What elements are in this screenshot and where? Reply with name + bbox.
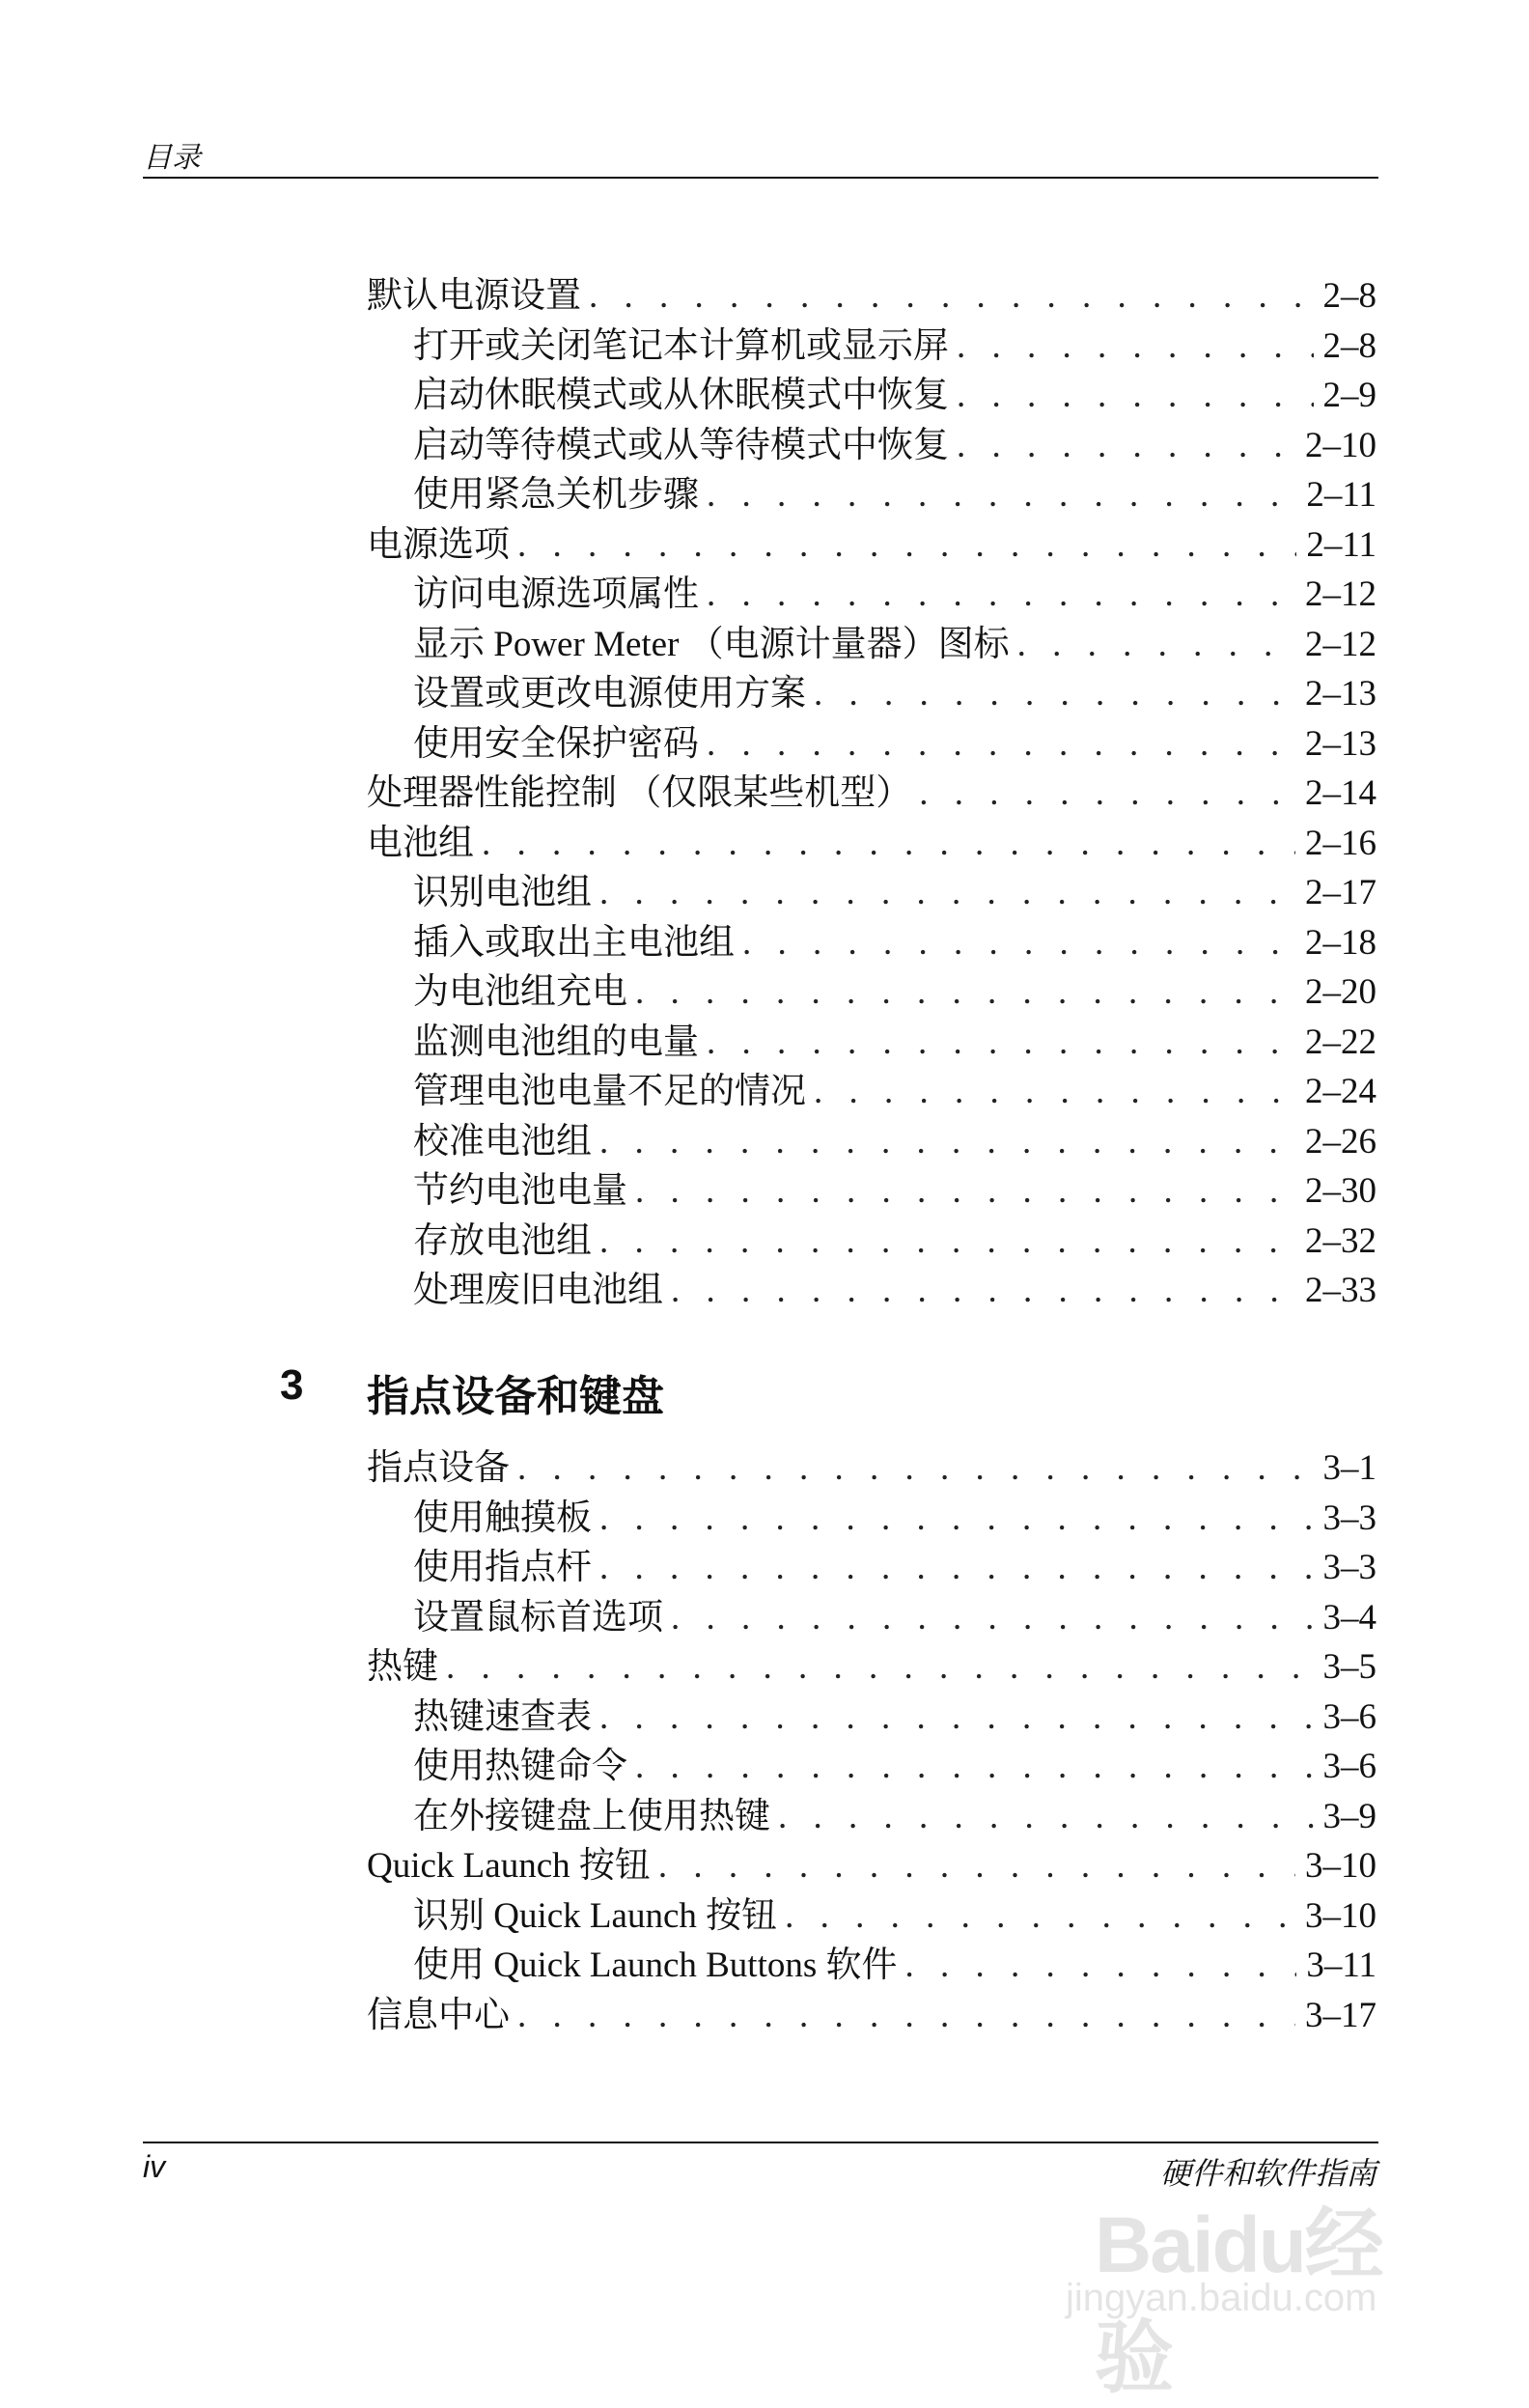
chapter-title: 指点设备和键盘 [367, 1373, 664, 1420]
toc-entry-page: 3–5 [1322, 1647, 1376, 1687]
toc-entry-page: 3–9 [1322, 1796, 1376, 1836]
toc-leader-dots [671, 1266, 1295, 1316]
toc-entry-page: 2–11 [1306, 524, 1376, 565]
toc-entry-page: 2–8 [1322, 276, 1376, 316]
toc-entry[interactable] [367, 669, 1376, 719]
toc-entry-page: 2–10 [1305, 425, 1376, 465]
toc-entry[interactable] [367, 1792, 1376, 1842]
toc-entry-page: 2–13 [1305, 723, 1376, 764]
footer-rule [143, 2142, 1378, 2143]
toc-list-chapter-2 [367, 271, 1376, 1316]
toc-entry[interactable] [367, 1217, 1376, 1267]
toc-leader-dots [635, 1166, 1295, 1217]
toc-leader-dots [707, 570, 1295, 620]
toc-entry[interactable] [367, 1117, 1376, 1167]
toc-entry-page: 2–24 [1305, 1072, 1376, 1111]
toc-entry-label: 热键速查表 [413, 1696, 592, 1737]
toc-leader-dots [599, 1543, 1314, 1593]
toc-entry-label: 监测电池组的电量 [413, 1022, 699, 1062]
toc-entry-label: Quick Launch 按钮 [367, 1846, 651, 1886]
toc-entry-label: 处理器性能控制 （仅限某些机型） [367, 773, 912, 813]
toc-leader-dots [814, 669, 1295, 719]
toc-entry[interactable] [367, 1593, 1376, 1643]
toc-entry-page: 3–3 [1322, 1498, 1376, 1538]
toc-entry[interactable] [367, 967, 1376, 1018]
toc-entry-page: 2–13 [1305, 674, 1376, 714]
toc-entry-page: 3–6 [1322, 1747, 1376, 1786]
toc-entry-label: 电池组 [367, 823, 474, 863]
toc-entry[interactable] [367, 918, 1376, 968]
toc-entry-label: 使用指点杆 [413, 1548, 592, 1587]
toc-leader-dots [742, 918, 1295, 968]
toc-entry-label: 打开或关闭笔记本计算机或显示屏 [413, 325, 949, 366]
toc-entry-label: 启动休眠模式或从休眠模式中恢复 [413, 376, 949, 415]
toc-entry[interactable] [367, 520, 1376, 571]
header-title: 目录 [143, 142, 201, 174]
toc-entry-page: 3–1 [1322, 1448, 1376, 1488]
toc-entry-label: 识别 Quick Launch 按钮 [413, 1895, 778, 1936]
toc-entry[interactable] [367, 470, 1376, 520]
toc-entry-label: 为电池组充电 [413, 972, 627, 1012]
toc-leader-dots [635, 967, 1295, 1018]
toc-entry-label: 使用紧急关机步骤 [413, 475, 699, 515]
footer-book-title: 硬件和软件指南 [1159, 2156, 1376, 2191]
watermark-logo-text: Baidu经验 [1095, 2201, 1382, 2402]
toc-entry-label: 在外接键盘上使用热键 [413, 1796, 770, 1836]
toc-entry[interactable] [367, 1443, 1376, 1494]
toc-leader-dots [707, 1018, 1295, 1068]
toc-entry[interactable] [367, 322, 1376, 372]
toc-entry-page: 3–10 [1305, 1895, 1376, 1936]
toc-entry-label: 默认电源设置 [367, 276, 581, 316]
toc-entry-label: 设置或更改电源使用方案 [413, 674, 806, 714]
toc-leader-dots [599, 1693, 1314, 1743]
toc-entry[interactable] [367, 570, 1376, 620]
toc-entry-page: 3–4 [1322, 1597, 1376, 1638]
toc-entry-page: 2–18 [1305, 922, 1376, 963]
toc-entry-label: 使用热键命令 [413, 1747, 627, 1786]
toc-entry-page: 2–26 [1305, 1121, 1376, 1162]
toc-entry-page: 2–22 [1305, 1022, 1376, 1062]
toc-entry[interactable] [367, 1018, 1376, 1068]
toc-leader-dots [707, 470, 1296, 520]
toc-entry-page: 2–11 [1306, 475, 1376, 515]
toc-entry-page: 3–17 [1305, 1995, 1376, 2035]
toc-entry-label: 电源选项 [367, 524, 510, 565]
toc-entry-page: 2–16 [1305, 823, 1376, 863]
toc-entry-page: 2–17 [1305, 873, 1376, 912]
chapter-number: 3 [280, 1361, 304, 1409]
toc-entry-label: 节约电池电量 [413, 1171, 627, 1211]
footer-page-number: iv [143, 2149, 166, 2184]
toc-entry-label: 指点设备 [367, 1448, 510, 1488]
toc-leader-dots [599, 868, 1295, 918]
toc-entry[interactable] [367, 1941, 1376, 1991]
toc-entry[interactable] [367, 1543, 1376, 1593]
toc-list-chapter-3 [367, 1443, 1376, 2040]
toc-leader-dots [589, 271, 1314, 322]
toc-entry[interactable] [367, 769, 1376, 819]
toc-entry-page: 2–9 [1322, 376, 1376, 415]
toc-entry-label: 显示 Power Meter （电源计量器）图标 [413, 624, 1010, 664]
toc-leader-dots [599, 1117, 1295, 1167]
toc-entry-label: 校准电池组 [413, 1121, 592, 1162]
toc-leader-dots [957, 371, 1314, 421]
toc-entry-page: 2–12 [1305, 574, 1376, 614]
toc-entry[interactable] [367, 620, 1376, 670]
toc-entry-label: 热键 [367, 1647, 438, 1687]
toc-entry-page: 3–6 [1322, 1696, 1376, 1737]
toc-entry[interactable] [367, 371, 1376, 421]
toc-entry-label: 使用触摸板 [413, 1498, 592, 1538]
toc-entry-page: 2–32 [1305, 1220, 1376, 1261]
toc-leader-dots [599, 1217, 1295, 1267]
toc-leader-dots [905, 1941, 1297, 1991]
toc-entry-page: 2–12 [1305, 624, 1376, 664]
toc-leader-dots [635, 1742, 1314, 1792]
toc-entry[interactable] [367, 1494, 1376, 1544]
toc-leader-dots [919, 769, 1295, 819]
toc-entry[interactable] [367, 1742, 1376, 1792]
toc-entry-page: 2–8 [1322, 325, 1376, 366]
toc-entry[interactable] [367, 1693, 1376, 1743]
toc-entry[interactable] [367, 271, 1376, 322]
toc-leader-dots [482, 819, 1295, 869]
toc-entry-label: 处理废旧电池组 [413, 1271, 663, 1310]
toc-entry-label: 使用安全保护密码 [413, 723, 699, 764]
toc-entry[interactable] [367, 1891, 1376, 1942]
toc-entry[interactable] [367, 1067, 1376, 1117]
toc-leader-dots [517, 1991, 1295, 2041]
toc-leader-dots [957, 322, 1314, 372]
toc-entry-page: 3–10 [1305, 1846, 1376, 1886]
toc-entry[interactable] [367, 719, 1376, 770]
toc-leader-dots [517, 520, 1296, 571]
toc-leader-dots [671, 1593, 1314, 1643]
toc-entry-page: 3–3 [1322, 1548, 1376, 1587]
header-rule [143, 177, 1378, 179]
toc-entry-page: 2–30 [1305, 1171, 1376, 1211]
toc-leader-dots [707, 719, 1295, 770]
toc-entry[interactable] [367, 1841, 1376, 1891]
toc-entry-page: 2–33 [1305, 1271, 1376, 1310]
toc-entry-page: 3–11 [1306, 1946, 1376, 1985]
toc-entry-label: 设置鼠标首选项 [413, 1597, 663, 1638]
toc-entry-label: 使用 Quick Launch Buttons 软件 [413, 1946, 898, 1985]
toc-entry-label: 识别电池组 [413, 873, 592, 912]
toc-leader-dots [658, 1841, 1295, 1891]
toc-leader-dots [957, 421, 1295, 471]
toc-entry-label: 插入或取出主电池组 [413, 922, 735, 963]
toc-entry-label: 访问电源选项属性 [413, 574, 699, 614]
toc-leader-dots [599, 1494, 1314, 1544]
toc-entry[interactable] [367, 1991, 1376, 2041]
toc-entry[interactable] [367, 1266, 1376, 1316]
toc-entry[interactable] [367, 868, 1376, 918]
toc-leader-dots [814, 1067, 1295, 1117]
toc-entry-label: 信息中心 [367, 1995, 510, 2035]
toc-entry[interactable] [367, 1166, 1376, 1217]
toc-entry-page: 2–20 [1305, 972, 1376, 1012]
toc-entry-label: 存放电池组 [413, 1220, 592, 1261]
toc-entry[interactable] [367, 819, 1376, 869]
toc-entry-label: 启动等待模式或从等待模式中恢复 [413, 425, 949, 465]
toc-entry[interactable] [367, 1642, 1376, 1693]
toc-entry-page: 2–14 [1305, 773, 1376, 813]
toc-leader-dots [785, 1891, 1295, 1942]
toc-leader-dots [446, 1642, 1314, 1693]
toc-leader-dots [517, 1443, 1314, 1494]
toc-leader-dots [778, 1792, 1314, 1842]
toc-leader-dots [1017, 620, 1295, 670]
watermark-url: jingyan.baidu.com [1066, 2277, 1377, 2319]
watermark-logo [1056, 2163, 1423, 2402]
toc-entry[interactable] [367, 421, 1376, 471]
toc-entry-label: 管理电池电量不足的情况 [413, 1072, 806, 1111]
